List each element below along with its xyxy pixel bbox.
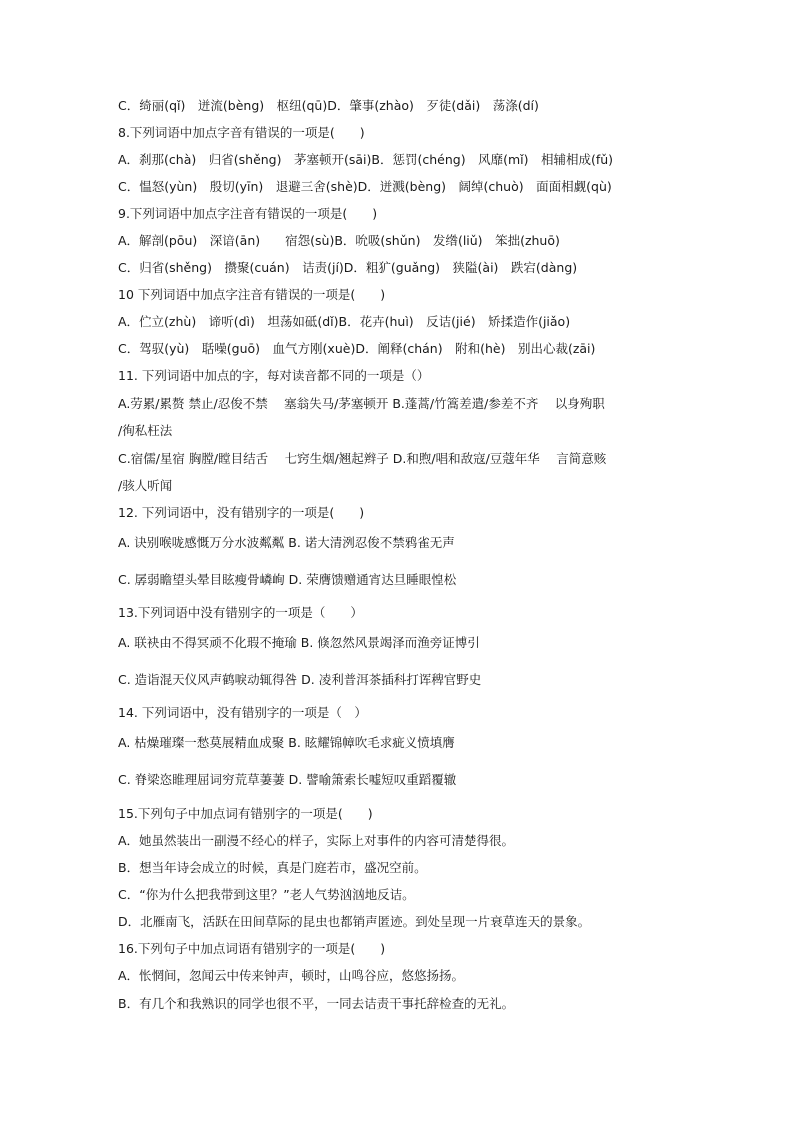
option-line: A.劳累/累赘 禁止/忍俊不禁 塞翁失马/茅塞顿开 B.蓬蒿/竹篙差遣/参差不齐 以身殉职 <box>118 396 605 411</box>
option-line: A. 联袂由不得冥顽不化瑕不掩瑜 B. 倏忽然风景竭泽而渔旁证博引 <box>118 635 480 650</box>
option-line: D．北雁南飞，活跃在田间草际的昆虫也都销声匿迹。到处呈现一片衰草连天的景象。 <box>118 914 591 929</box>
option-line: C．驾驭(yù) 聒噪(guō) 血气方刚(xuè)D．阐释(chán) 附和(hè) 别出心裁(zāi) <box>118 341 596 356</box>
question-line: 14. 下列词语中，没有错别字的一项是（ ） <box>118 705 367 720</box>
question-line: 15.下列句子中加点词有错别字的一项是( ) <box>118 806 373 821</box>
question-line: 9.下列词语中加点字注音有错误的一项是( ) <box>118 206 378 221</box>
option-line: A．伫立(zhù) 谛听(dì) 坦荡如砥(dǐ)B．花卉(huì) 反诘(jié) 矫揉造作(jiǎo) <box>118 314 571 329</box>
question-line: 12. 下列词语中，没有错别字的一项是( ) <box>118 505 365 520</box>
question-line: 11. 下列词语中加点的字，每对读音都不同的一项是（） <box>118 368 430 383</box>
option-line: C．绮丽(qǐ) 迸流(bèng) 枢纽(qū)D．肇事(zhào) 歹徒(dǎi) 荡涤(dí) <box>118 98 539 113</box>
option-line: A．解剖(pōu) 深谙(ān) 宿怨(sù)B．吮吸(shǔn) 发绺(liǔ) 笨拙(zhuō) <box>118 233 560 248</box>
option-line: C．“你为什么把我带到这里？”老人气势汹汹地反诘。 <box>118 887 415 902</box>
option-line: C. 造诣混天仪风声鹤唳动辄得咎 D. 凌利普洱茶插科打诨稗官野史 <box>118 672 482 687</box>
question-line: 8.下列词语中加点字音有错误的一项是( ) <box>118 125 365 140</box>
option-line: C．愠怒(yùn) 殷切(yīn) 退避三舍(shè)D．迸溅(bèng) 阔绰(chuò) 面面相觑(qù) <box>118 179 612 194</box>
option-line: C. 脊梁恣睢理屈词穷荒草萋萋 D. 譬喻箫索长嘘短叹重蹈覆辙 <box>118 772 457 787</box>
option-line: /徇私枉法 <box>118 423 173 438</box>
question-line: 13.下列词语中没有错别字的一项是（ ） <box>118 605 363 620</box>
option-line: A. 枯燥璀璨一愁莫展精血成聚 B. 眩耀锦幛吹毛求疵义愤填膺 <box>118 735 455 750</box>
question-line: 10 下列词语中加点字注音有错误的一项是( ) <box>118 287 386 302</box>
option-line: C.宿儒/星宿 胸膛/瞠目结舌 七窍生烟/翘起辫子 D.和煦/唱和敌寇/豆蔻年华 言简意赅 <box>118 451 607 466</box>
question-line: 16.下列句子中加点词语有错别字的一项是( ) <box>118 941 386 956</box>
option-line: C．归省(shěng) 攒聚(cuán) 诘责(jí)D．粗犷(guǎng) 狭隘(ài) 跌宕(dàng) <box>118 260 578 275</box>
option-line: A．怅惘间，忽闻云中传来钟声，顿时，山鸣谷应，悠悠扬扬。 <box>118 968 465 983</box>
option-line: A．刹那(chà) 归省(shěng) 茅塞顿开(sāi)B．惩罚(chéng) 风靡(mǐ) 相辅相成(fǔ) <box>118 152 614 167</box>
option-line: /骇人听闻 <box>118 478 173 493</box>
option-line: B．想当年诗会成立的时候，真是门庭若市，盛况空前。 <box>118 860 427 875</box>
option-line: B．有几个和我熟识的同学也很不平，一同去诘责干事托辞检查的无礼。 <box>118 996 515 1011</box>
option-line: A. 诀别喉咙感慨万分水波粼粼 B. 诺大清洌忍俊不禁鸦雀无声 <box>118 535 455 550</box>
option-line: C. 孱弱瞻望头晕目眩瘦骨嶙峋 D. 荣膺馈赠通宵达旦睡眼惶松 <box>118 572 457 587</box>
option-line: A．她虽然装出一副漫不经心的样子，实际上对事件的内容可清楚得很。 <box>118 833 515 848</box>
